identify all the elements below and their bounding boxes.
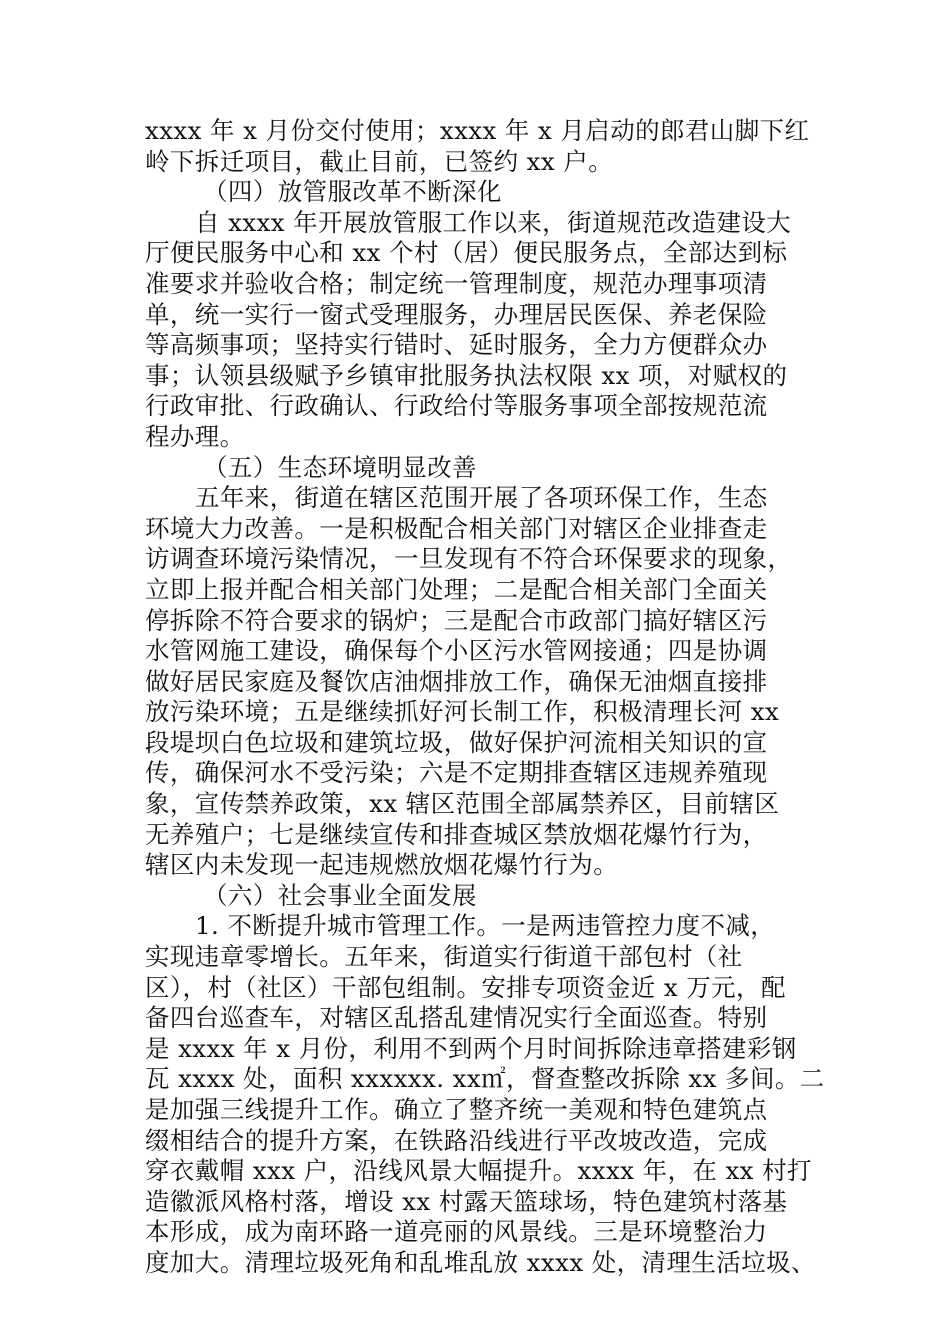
text-line: 备四台巡查车，对辖区乱搭乱建情况实行全面巡查。特别 <box>145 1003 768 1033</box>
text-line: 停拆除不符合要求的锅炉；三是配合市政部门搞好辖区污 <box>145 605 768 635</box>
text-line: 等高频事项；坚持实行错时、延时服务，全力方便群众办 <box>145 330 768 360</box>
text-line: 段堤坝白色垃圾和建筑垃圾，做好保护河流相关知识的宣 <box>145 727 768 757</box>
text-line: 程办理。 <box>145 421 245 451</box>
text-line: 访调查环境污染情况，一旦发现有不符合环保要求的现象， <box>145 544 793 574</box>
text-line: 自 xxxx 年开展放管服工作以来，街道规范改造建设大 <box>195 207 792 237</box>
text-line: 缀相结合的提升方案，在铁路沿线进行平改坡改造，完成 <box>145 1125 768 1155</box>
text-line: 行政审批、行政确认、行政给付等服务事项全部按规范流 <box>145 391 768 421</box>
text-line: 1. 不断提升城市管理工作。一是两违管控力度不减， <box>195 911 776 941</box>
text-line: 穿衣戴帽 xxx 户，沿线风景大幅提升。xxxx 年，在 xx 村打 <box>145 1156 812 1186</box>
text-line: 厅便民服务中心和 xx 个村（居）便民服务点，全部达到标 <box>145 238 788 268</box>
document-body <box>145 116 825 1279</box>
text-line: 岭下拆迁项目，截止目前，已签约 xx 户。 <box>145 146 614 176</box>
text-line: 本形成，成为南环路一道亮丽的风景线。三是环境整治力 <box>145 1217 768 1247</box>
text-line: 五年来，街道在辖区范围开展了各项环保工作，生态 <box>195 483 768 513</box>
text-line: 无养殖户；七是继续宣传和排查城区禁放烟花爆竹行为， <box>145 819 768 849</box>
text-line: 环境大力改善。一是积极配合相关部门对辖区企业排查走 <box>145 513 768 543</box>
text-line: 辖区内未发现一起违规燃放烟花爆竹行为。 <box>145 850 619 880</box>
text-line: 度加大。清理垃圾死角和乱堆乱放 xxxx 处，清理生活垃圾、 <box>145 1247 816 1277</box>
text-line: 传，确保河水不受污染；六是不定期排查辖区违规养殖现 <box>145 758 768 788</box>
text-line: 立即上报并配合相关部门处理；二是配合相关部门全面关 <box>145 574 768 604</box>
text-line: 是加强三线提升工作。确立了整齐统一美观和特色建筑点 <box>145 1095 768 1124</box>
text-line: 事；认领县级赋予乡镇审批服务执法权限 xx 项，对赋权的 <box>145 360 788 390</box>
section-heading-four: （四）放管服改革不断深化 <box>203 177 502 207</box>
text-line: 区），村（社区）干部包组制。安排专项资金近 x 万元，配 <box>145 972 786 1002</box>
text-line: 造徽派风格村落，增设 xx 村露天篮球场，特色建筑村落基 <box>145 1186 788 1216</box>
text-line: 象，宣传禁养政策，xx 辖区范围全部属禁养区，目前辖区 <box>145 789 780 819</box>
section-heading-six: （六）社会事业全面发展 <box>203 880 477 910</box>
text-line: 做好居民家庭及餐饮店油烟排放工作，确保无油烟直接排 <box>145 666 768 696</box>
section-heading-five: （五）生态环境明显改善 <box>203 452 477 482</box>
text-line: 是 xxxx 年 x 月份，利用不到两个月时间拆除违章搭建彩钢 <box>145 1033 797 1063</box>
text-line: 实现违章零增长。五年来，街道实行街道干部包村（社 <box>145 942 743 972</box>
text-line: 水管网施工建设，确保每个小区污水管网接通；四是协调 <box>145 636 768 666</box>
text-line: xxxx 年 x 月份交付使用；xxxx 年 x 月启动的郎君山脚下红 <box>145 116 810 145</box>
text-line: 准要求并验收合格；制定统一管理制度，规范办理事项清 <box>145 268 768 298</box>
text-line: 单，统一实行一窗式受理服务，办理居民医保、养老保险 <box>145 299 768 329</box>
text-line: 放污染环境；五是继续抓好河长制工作，积极清理长河 xx <box>145 697 780 727</box>
text-line: 瓦 xxxx 处，面积 xxxxxx. xx㎡，督查整改拆除 xx 多间。二 <box>145 1064 825 1094</box>
